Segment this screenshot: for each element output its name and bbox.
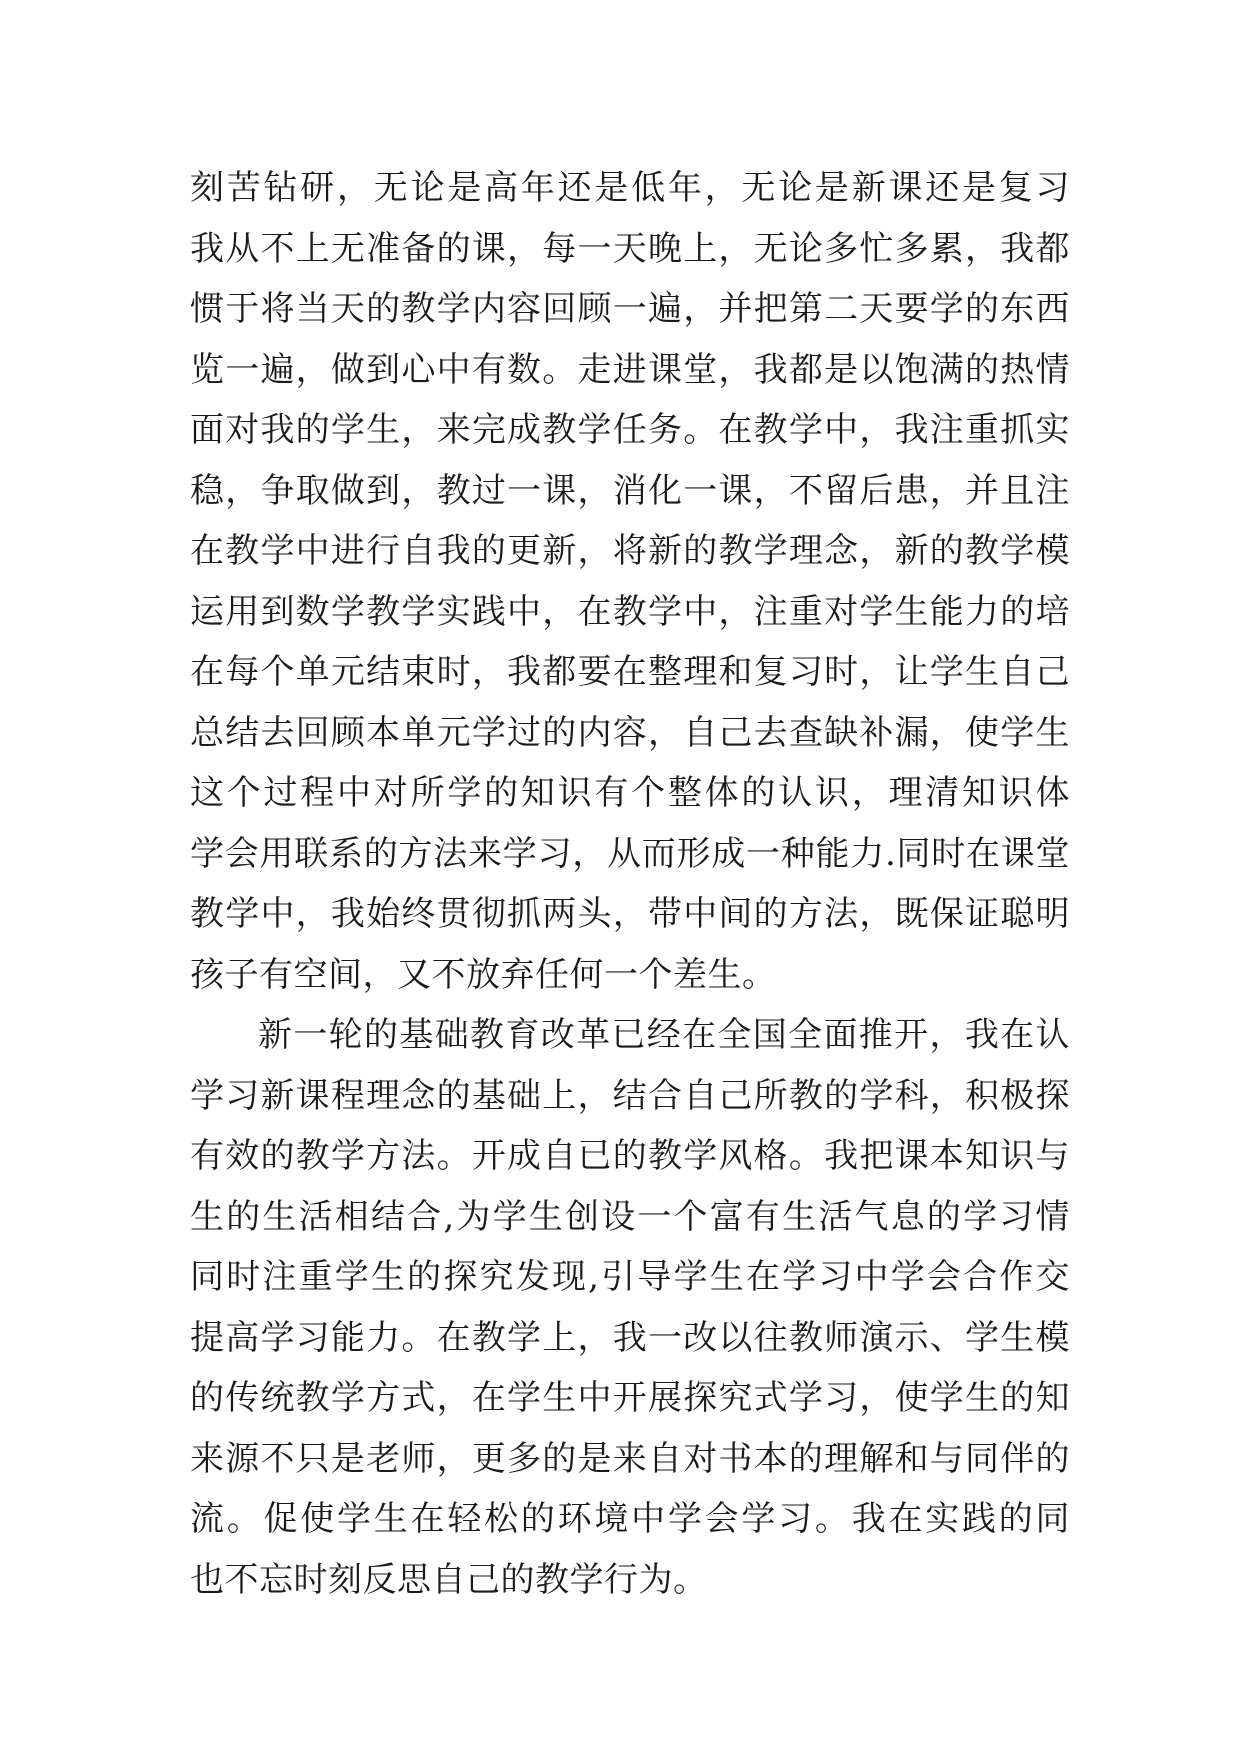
text-line: 新一轮的基础教育改革已经在全国全面推开，我在认: [258, 1015, 1070, 1055]
text-line: 也不忘时刻反思自己的教学行为。: [190, 1559, 708, 1600]
text-line: 这个过程中对所学的知识有个整体的认识，理清知识体: [190, 773, 1070, 813]
text-line: 览一遍，做到心中有数。走进课堂，我都是以饱满的热情: [190, 349, 1070, 390]
text-line: 在教学中进行自我的更新，将新的教学理念，新的教学模: [190, 531, 1070, 571]
text-line: 刻苦钻研，无论是高年还是低年，无论是新课还是复习: [190, 168, 1070, 208]
text-line: 运用到数学教学实践中，在教学中，注重对学生能力的培: [190, 591, 1070, 632]
body-text: [190, 158, 1070, 1610]
text-line: 的传统教学方式，在学生中开展探究式学习，使学生的知: [190, 1378, 1070, 1418]
text-line: 同时注重学生的探究发现,引导学生在学习中学会合作交: [190, 1257, 1070, 1297]
text-line: 孩子有空间，又不放弃任何一个差生。: [190, 954, 777, 995]
text-line: 生的生活相结合,为学生创设一个富有生活气息的学习情: [190, 1196, 1070, 1237]
text-line: 稳，争取做到，教过一课，消化一课，不留后患，并且注: [190, 470, 1070, 511]
text-line: 来源不只是老师，更多的是来自对书本的理解和与同伴的: [190, 1438, 1070, 1479]
text-line: 提高学习能力。在教学上，我一改以往教师演示、学生模: [190, 1317, 1070, 1358]
text-line: 在每个单元结束时，我都要在整理和复习时，让学生自己: [190, 652, 1070, 692]
text-line: 我从不上无准备的课，每一天晚上，无论多忙多累，我都: [190, 228, 1070, 269]
text-line: 有效的教学方法。开成自已的教学风格。我把课本知识与: [190, 1136, 1070, 1176]
text-line: 学会用联系的方法来学习，从而形成一种能力.同时在课堂: [190, 833, 1070, 874]
text-line: 教学中，我始终贯彻抓两头，带中间的方法，既保证聪明: [190, 894, 1070, 934]
text-line: 面对我的学生，来完成教学任务。在教学中，我注重抓实: [190, 410, 1070, 450]
text-line: 学习新课程理念的基础上，结合自己所教的学科，积极探: [190, 1075, 1070, 1116]
text-line: 流。促使学生在轻松的环境中学会学习。我在实践的同: [190, 1499, 1070, 1539]
text-line: 总结去回顾本单元学过的内容，自己去查缺补漏，使学生: [190, 712, 1070, 753]
text-line: 惯于将当天的教学内容回顾一遍，并把第二天要学的东西: [190, 289, 1070, 329]
